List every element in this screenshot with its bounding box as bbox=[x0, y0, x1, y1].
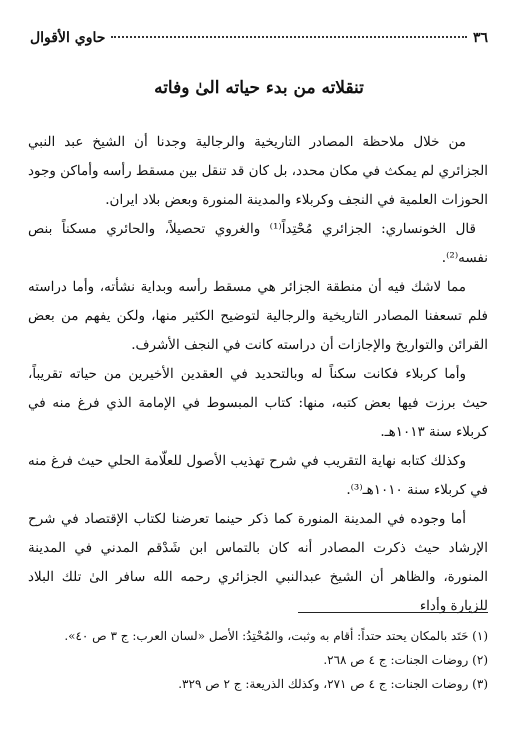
footnote-divider bbox=[298, 612, 488, 613]
dotted-leader bbox=[111, 36, 467, 38]
paragraph: قال الخونساري: الجزائري مُحْتِداً⁽¹⁾ والغروي تحصيلاً، والحائري مسكناً بنص نفسه⁽²⁾. bbox=[28, 221, 488, 266]
paragraph: وأما كربلاء فكانت سكناً له وبالتحديد في العقدين الأخيرين من حياته تقريباً، حيث برزت فيها بعض كتبه، منها: كتاب المبسوط في الإمامة الذي فرغ منه في كربلاء سنة ١٠١٣هـ. bbox=[28, 366, 488, 440]
footnote: (٣) روضات الجنات: ج ٤ ص ٢٧١، وكذلك الذريعة: ج ٢ ص ٣٢٩. bbox=[178, 677, 488, 691]
running-head bbox=[30, 30, 488, 46]
paragraph: أما وجوده في المدينة المنورة كما ذكر حينما تعرضنا لكتاب الإقتصاد في شرح الإرشاد حيث ذكرت المصادر أنه كان بالتماس ابن شَدْقم المدني في المدينة المنورة، والظاهر أن الشيخ عبدالنبي الجزائري رحمه الله سافر الىٰ تلك البلاد للزيارة وأداء bbox=[28, 511, 488, 614]
paragraph: مما لاشك فيه أن منطقة الجزائر هي مسقط رأسه وبداية نشأته، وأما دراسته فلم تسعفنا المصادر التاريخية والرجالية لتوضيح الكثير منها، ولكن يفهم من بعض القرائن والتواريخ والإجازات أن دراسته كانت في النجف الأشرف. bbox=[28, 279, 488, 353]
paragraph: وكذلك كتابه نهاية التقريب في شرح تهذيب الأصول للعلّامة الحلي حيث فرغ منه في كربلاء سنة ١٠١٠هـ⁽³⁾. bbox=[28, 453, 488, 498]
body-text bbox=[28, 128, 488, 621]
page-number: ٣٦ bbox=[472, 30, 488, 46]
footnote: (١) حَتَد بالمكان يحتد حتداً: أقام به وثبت، والمُحْتِدُ: الأصل «لسان العرب: ج ٣ ص ٤٠». bbox=[64, 629, 488, 643]
book-title: حاوي الأقوال bbox=[30, 30, 106, 46]
paragraph: من خلال ملاحظة المصادر التاريخية والرجالية وجدنا أن الشيخ عبد النبي الجزائري لم يمكث في مكان محدد، بل كان قد تنقل بين مسقط رأسه وأماكن وجود الحوزات العلمية في النجف وكربلاء والمدينة المنورة وبعض بلاد ايران. bbox=[28, 134, 488, 208]
section-title: تنقلاته من بدء حياته الىٰ وفاته bbox=[154, 78, 364, 98]
footnote: (٢) روضات الجنات: ج ٤ ص ٢٦٨. bbox=[323, 653, 488, 667]
footnotes bbox=[28, 624, 488, 696]
